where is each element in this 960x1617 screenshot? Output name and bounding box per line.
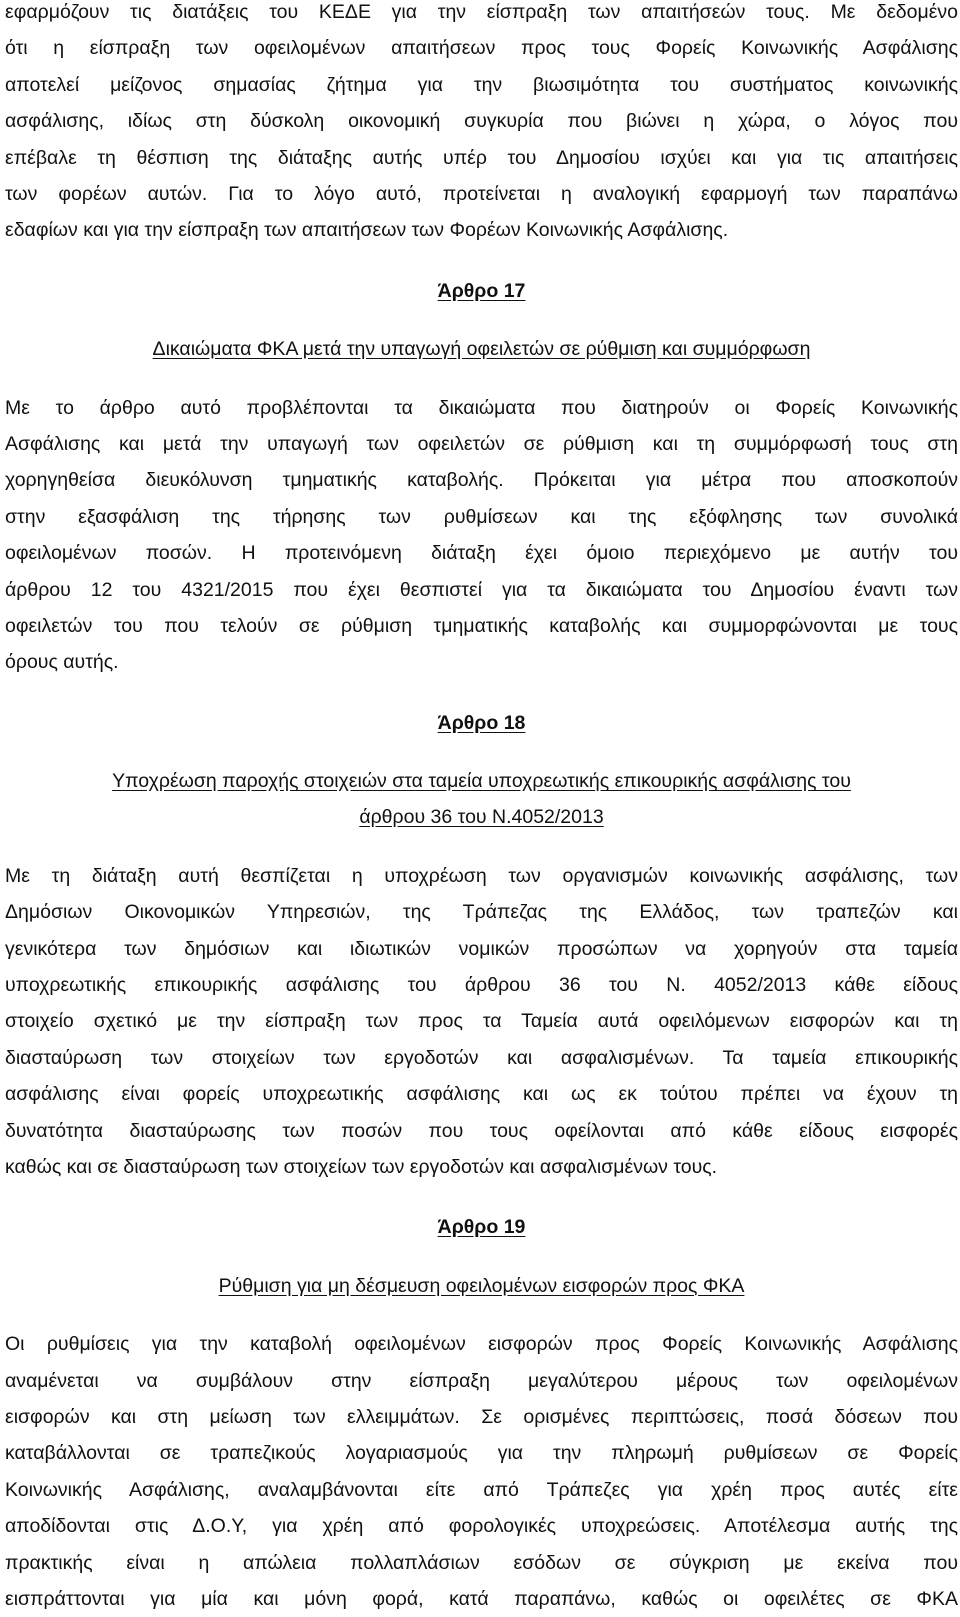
text-line: Οι ρυθμίσεις για την καταβολή οφειλομένων εισφορών προς Φορείς Κοινωνικής Ασφάλισης	[5, 1333, 958, 1356]
article-18-title-line: άρθρου 36 του Ν.4052/2013	[359, 806, 604, 829]
text-line: οφειλετών του που τελούν σε ρύθμιση τμηματικής καταβολής και συμμορφώνονται με τους	[5, 614, 958, 637]
intro-paragraph	[5, 0, 958, 249]
text-line: εδαφίων και για την είσπραξη των απαιτήσεων των Φορέων Κοινωνικής Ασφάλισης.	[5, 219, 729, 242]
text-line: Με τη διάταξη αυτή θεσπίζεται η υποχρέωση των οργανισμών κοινωνικής ασφάλισης, των	[5, 864, 958, 887]
text-line: επέβαλε τη θέσπιση της διάταξης αυτής υπέρ του Δημοσίου ισχύει και για τις απαιτήσεις	[5, 146, 958, 169]
article-19-title-line: Ρύθμιση για μη δέσμευση οφειλομένων εισφορών προς ΦΚΑ	[218, 1274, 745, 1297]
text-line: ότι η είσπραξη των οφειλομένων απαιτήσεων προς τους Φορείς Κοινωνικής Ασφάλισης	[5, 37, 958, 60]
text-line: αποτελεί μείζονος σημασίας ζήτημα για την βιωσιμότητα του συστήματος κοινωνικής	[5, 73, 958, 96]
text-line: Κοινωνικής Ασφάλισης, αναλαμβάνονται είτε από Τράπεζες για χρέη προς αυτές είτε	[5, 1478, 958, 1501]
text-line: υποχρεωτικής επικουρικής ασφάλισης του άρθρου 36 του Ν. 4052/2013 κάθε είδους	[5, 974, 958, 997]
article-18-title-line: Υποχρέωση παροχής στοιχειών στα ταμεία υποχρεωτικής επικουρικής ασφάλισης του	[112, 770, 851, 793]
article-17-heading: Άρθρο 17	[437, 279, 526, 302]
text-line: διασταύρωση των στοιχείων των εργοδοτών και ασφαλισμένων. Τα ταμεία επικουρικής	[5, 1046, 958, 1069]
text-line: στην εξασφάλιση της τήρησης των ρυθμίσεων και της εξόφλησης των συνολικά	[5, 505, 958, 528]
text-line: εισφορών και στη μείωση των ελλειμμάτων. Σε ορισμένες περιπτώσεις, ποσά δόσεων που	[5, 1406, 958, 1428]
text-line: των φορέων αυτών. Για το λόγο αυτό, προτείνεται η αναλογική εφαρμογή των παραπάνω	[5, 182, 958, 205]
article-19-heading: Άρθρο 19	[437, 1216, 526, 1239]
article-17-title	[5, 331, 958, 367]
article-18-body	[5, 858, 958, 1186]
text-line: αναμένεται να συμβάλουν στην είσπραξη μεγαλύτερου μέρους των οφειλομένων	[5, 1369, 958, 1392]
article-17-title-line: Δικαιώματα ΦΚΑ μετά την υπαγωγή οφειλετών σε ρύθμιση και συμμόρφωση	[152, 338, 811, 361]
text-line: άρθρου 12 του 4321/2015 που έχει θεσπιστεί για τα δικαιώματα του Δημοσίου έναντι των	[5, 578, 958, 601]
text-line: εισπράττονται για μία και μόνη φορά, κατά παραπάνω, καθώς οι οφειλέτες σε ΦΚΑ	[5, 1587, 958, 1610]
text-line: Με το άρθρο αυτό προβλέπονται τα δικαιώματα που διατηρούν οι Φορείς Κοινωνικής	[5, 396, 958, 419]
article-19-title	[5, 1268, 958, 1304]
text-line: αποδίδονται στις Δ.Ο.Υ, για χρέη από φορολογικές υποχρεώσεις. Αποτέλεσμα αυτής της	[5, 1515, 958, 1538]
text-line: εφαρμόζουν τις διατάξεις του ΚΕΔΕ για την είσπραξη των απαιτήσεών τους. Με δεδομένο	[5, 1, 958, 23]
text-line: όρους αυτής.	[5, 651, 119, 674]
text-line: Ασφάλισης και μετά την υπαγωγή των οφειλετών σε ρύθμιση και τη συμμόρφωσή τους στη	[5, 432, 958, 455]
text-line: γενικότερα των δημόσιων και ιδιωτικών νομικών προσώπων να χορηγούν στα ταμεία	[5, 937, 958, 960]
text-line: ασφάλισης, ιδίως στη δύσκολη οικονομική συγκυρία που βιώνει η χώρα, ο λόγος που	[5, 110, 958, 133]
text-line: δυνατότητα διασταύρωσης των ποσών που τους οφείλονται από κάθε είδους εισφορές	[5, 1119, 958, 1142]
text-line: καθώς και σε διασταύρωση των στοιχείων των εργοδοτών και ασφαλισμένων τους.	[5, 1156, 718, 1179]
text-line: οφειλομένων ποσών. Η προτεινόμενη διάταξη έχει όμοιο περιεχόμενο με αυτήν του	[5, 542, 958, 565]
text-line: πρακτικής είναι η απώλεια πολλαπλάσιων εσόδων σε σύγκριση με εκείνα που	[5, 1551, 958, 1574]
text-line: Δημόσιων Οικονομικών Υπηρεσιών, της Τράπεζας της Ελλάδος, των τραπεζών και	[5, 901, 958, 924]
article-17-body	[5, 390, 958, 681]
text-line: ασφάλισης είναι φορείς υποχρεωτικής ασφάλισης και ως εκ τούτου πρέπει να έχουν τη	[5, 1083, 958, 1106]
article-18-heading: Άρθρο 18	[437, 711, 526, 734]
document-page	[5, 0, 958, 1617]
article-18-title	[5, 763, 958, 836]
article-19-body	[5, 1326, 958, 1617]
text-line: στοιχείο σχετικό με την είσπραξη των προς τα Ταμεία αυτά οφειλόμενων εισφορών και τη	[5, 1010, 958, 1033]
text-line: χορηγηθείσα διευκόλυνση τμηματικής καταβολής. Πρόκειται για μέτρα που αποσκοπούν	[5, 469, 958, 492]
text-line: καταβάλλονται σε τραπεζικούς λογαριασμούς για την πληρωμή ρυθμίσεων σε Φορείς	[5, 1442, 958, 1465]
